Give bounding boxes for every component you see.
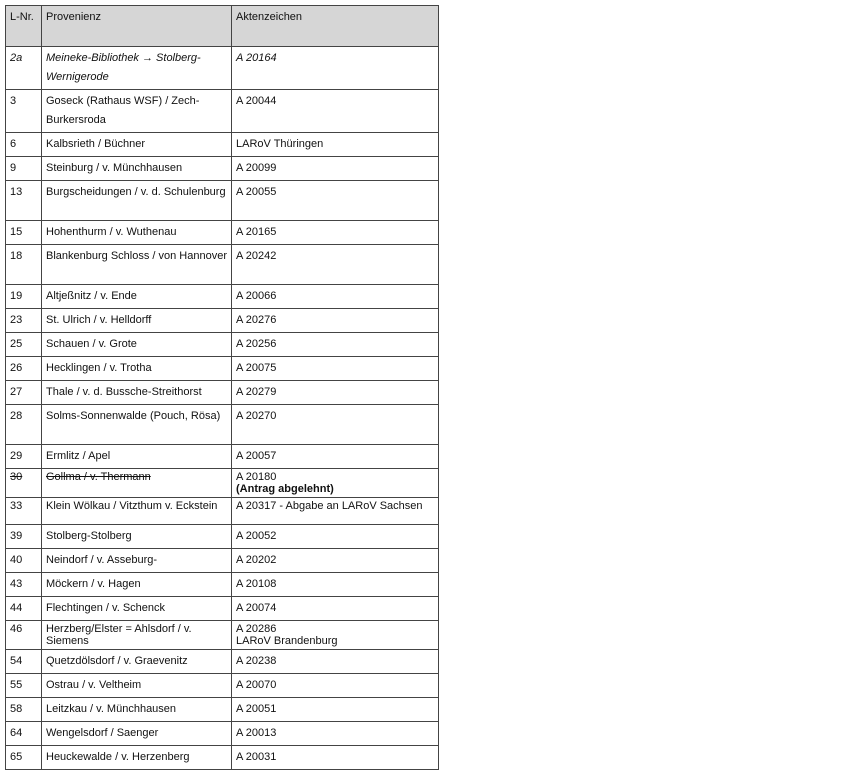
row-file-ref: LARoV Thüringen xyxy=(232,133,439,157)
table-row xyxy=(6,498,439,525)
row-file-ref: A 20108 xyxy=(232,573,439,597)
header-nr: L-Nr. xyxy=(6,6,42,47)
row-nr: 23 xyxy=(6,309,42,333)
row-nr: 55 xyxy=(6,674,42,698)
table-row xyxy=(6,597,439,621)
row-nr: 54 xyxy=(6,650,42,674)
table-row xyxy=(6,722,439,746)
row-provenance: Meineke-Bibliothek → Stolberg-Wernigerode xyxy=(42,47,232,90)
row-nr: 2a xyxy=(6,47,42,90)
row-nr: 6 xyxy=(6,133,42,157)
row-provenance: Ermlitz / Apel xyxy=(42,445,232,469)
row-provenance: Herzberg/Elster = Ahlsdorf / v. Siemens xyxy=(42,621,232,650)
row-file-ref: A 20242 xyxy=(232,245,439,285)
table-row xyxy=(6,469,439,498)
table-row xyxy=(6,698,439,722)
row-file-ref: A 20317 - Abgabe an LARoV Sachsen xyxy=(232,498,439,525)
row-provenance: Altjeßnitz / v. Ende xyxy=(42,285,232,309)
row-nr: 25 xyxy=(6,333,42,357)
row-provenance: Leitzkau / v. Münchhausen xyxy=(42,698,232,722)
table-row xyxy=(6,47,439,90)
row-nr: 26 xyxy=(6,357,42,381)
row-file-ref: A 20238 xyxy=(232,650,439,674)
table-row xyxy=(6,381,439,405)
provenance-table xyxy=(5,5,439,770)
table-row xyxy=(6,650,439,674)
row-provenance: St. Ulrich / v. Helldorff xyxy=(42,309,232,333)
table-row xyxy=(6,549,439,573)
table-row xyxy=(6,181,439,221)
header-file-ref: Aktenzeichen xyxy=(232,6,439,47)
row-file-ref: A 20057 xyxy=(232,445,439,469)
table-row xyxy=(6,746,439,770)
row-file-ref: A 20013 xyxy=(232,722,439,746)
table-row xyxy=(6,525,439,549)
row-provenance: Schauen / v. Grote xyxy=(42,333,232,357)
row-nr: 64 xyxy=(6,722,42,746)
row-nr: 65 xyxy=(6,746,42,770)
row-file-ref: A 20202 xyxy=(232,549,439,573)
row-provenance: Klein Wölkau / Vitzthum v. Eckstein xyxy=(42,498,232,525)
row-nr: 33 xyxy=(6,498,42,525)
row-file-ref: A 20031 xyxy=(232,746,439,770)
row-nr: 28 xyxy=(6,405,42,445)
row-provenance: Burgscheidungen / v. d. Schulenburg xyxy=(42,181,232,221)
table-header-row xyxy=(6,6,439,47)
row-nr: 19 xyxy=(6,285,42,309)
row-provenance: Gollma / v. Thermann xyxy=(42,469,232,498)
row-provenance: Ostrau / v. Veltheim xyxy=(42,674,232,698)
row-nr: 58 xyxy=(6,698,42,722)
row-file-ref: A 20075 xyxy=(232,357,439,381)
row-file-ref: A 20180 xyxy=(236,471,277,483)
row-nr: 3 xyxy=(6,90,42,133)
row-provenance: Wengelsdorf / Saenger xyxy=(42,722,232,746)
row-nr: 39 xyxy=(6,525,42,549)
row-file-ref: A 20164 xyxy=(232,47,439,90)
row-nr: 15 xyxy=(6,221,42,245)
row-provenance: Neindorf / v. Asseburg- xyxy=(42,549,232,573)
table-row xyxy=(6,405,439,445)
table-row xyxy=(6,333,439,357)
row-nr: 18 xyxy=(6,245,42,285)
row-provenance: Goseck (Rathaus WSF) / Zech-Burkersroda xyxy=(42,90,232,133)
row-file-ref: A 20099 xyxy=(232,157,439,181)
row-provenance: Heuckewalde / v. Herzenberg xyxy=(42,746,232,770)
row-file-ref: A 20070 xyxy=(232,674,439,698)
row-file-ref: A 20055 xyxy=(232,181,439,221)
row-file-note: LARoV Brandenburg xyxy=(236,635,338,647)
row-nr: 9 xyxy=(6,157,42,181)
row-provenance: Hecklingen / v. Trotha xyxy=(42,357,232,381)
row-provenance: Blankenburg Schloss / von Hannover xyxy=(42,245,232,285)
table-row xyxy=(6,573,439,597)
header-provenance: Provenienz xyxy=(42,6,232,47)
row-nr: 44 xyxy=(6,597,42,621)
row-provenance: Hohenthurm / v. Wuthenau xyxy=(42,221,232,245)
row-file-ref: A 20051 xyxy=(232,698,439,722)
row-file-ref: A 20279 xyxy=(232,381,439,405)
row-nr: 27 xyxy=(6,381,42,405)
table-row xyxy=(6,221,439,245)
row-file-ref: A 20074 xyxy=(232,597,439,621)
row-file-ref: A 20044 xyxy=(232,90,439,133)
table-row xyxy=(6,90,439,133)
row-file-ref: A 20276 xyxy=(232,309,439,333)
row-provenance: Flechtingen / v. Schenck xyxy=(42,597,232,621)
row-file-ref-cell xyxy=(232,621,439,650)
row-provenance: Quetzdölsdorf / v. Graevenitz xyxy=(42,650,232,674)
table-row xyxy=(6,357,439,381)
row-provenance: Steinburg / v. Münchhausen xyxy=(42,157,232,181)
table-row xyxy=(6,157,439,181)
row-provenance: Möckern / v. Hagen xyxy=(42,573,232,597)
row-provenance: Kalbsrieth / Büchner xyxy=(42,133,232,157)
table-row xyxy=(6,133,439,157)
row-nr: 29 xyxy=(6,445,42,469)
row-nr: 43 xyxy=(6,573,42,597)
row-file-ref: A 20066 xyxy=(232,285,439,309)
row-file-note: (Antrag abgelehnt) xyxy=(236,483,334,495)
row-file-ref: A 20286 xyxy=(236,623,277,635)
row-nr: 46 xyxy=(6,621,42,650)
table-row xyxy=(6,245,439,285)
row-provenance: Stolberg-Stolberg xyxy=(42,525,232,549)
row-provenance: Solms-Sonnenwalde (Pouch, Rösa) xyxy=(42,405,232,445)
row-file-ref: A 20052 xyxy=(232,525,439,549)
row-nr: 40 xyxy=(6,549,42,573)
table-row xyxy=(6,309,439,333)
row-provenance: Thale / v. d. Bussche-Streithorst xyxy=(42,381,232,405)
row-file-ref: A 20256 xyxy=(232,333,439,357)
table-row xyxy=(6,445,439,469)
table-row xyxy=(6,621,439,650)
row-nr: 13 xyxy=(6,181,42,221)
row-file-ref: A 20270 xyxy=(232,405,439,445)
row-file-ref-cell xyxy=(232,469,439,498)
row-nr: 30 xyxy=(6,469,42,498)
row-file-ref: A 20165 xyxy=(232,221,439,245)
table-row xyxy=(6,285,439,309)
